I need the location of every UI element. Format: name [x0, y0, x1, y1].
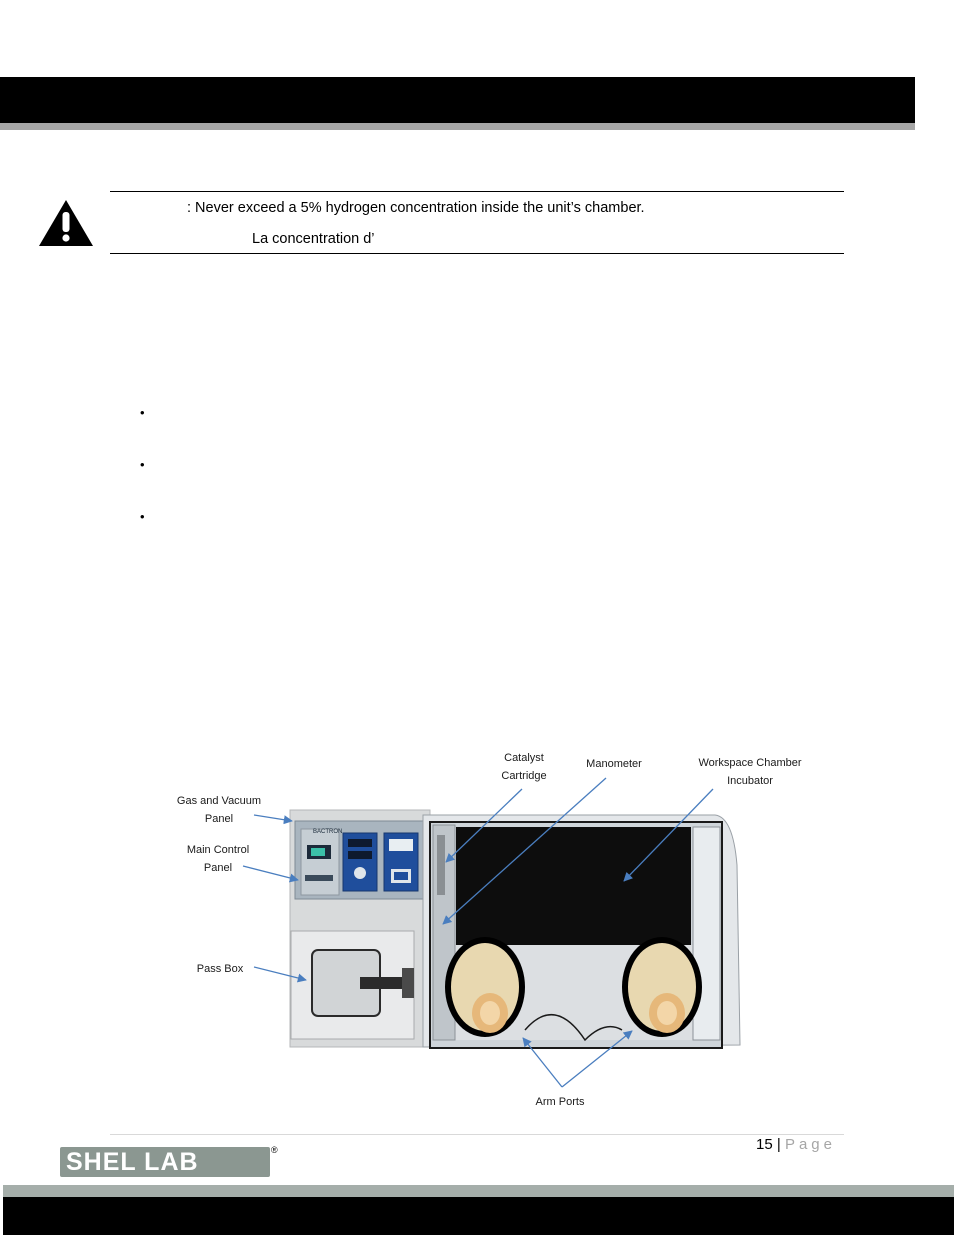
bullet-2: •	[140, 457, 145, 472]
label-manometer: Manometer	[586, 758, 642, 770]
arrow-arm-port-left	[523, 1038, 562, 1087]
footer-band-black	[3, 1197, 954, 1235]
arrow-pass-box	[254, 967, 306, 980]
arrow-catalyst	[446, 789, 522, 862]
arrow-arm-port-right	[562, 1031, 632, 1087]
page-word: Page	[784, 1136, 836, 1153]
registered-mark: ®	[271, 1145, 278, 1155]
warning-text-fr: La concentration d’	[252, 231, 375, 247]
label-main-line2: Panel	[203, 862, 233, 874]
page-number-value: 15	[756, 1136, 773, 1153]
bullet-3: •	[140, 509, 145, 524]
logo-text: SHEL LAB	[66, 1148, 199, 1176]
label-workspace-line2: Incubator	[727, 775, 773, 787]
arrow-workspace	[624, 789, 713, 881]
bullet-1: •	[140, 405, 145, 420]
page-separator: |	[776, 1136, 781, 1153]
arrow-main-control	[243, 866, 298, 880]
page-number	[756, 1136, 836, 1153]
label-main-line1: Main Control	[186, 844, 250, 856]
footer-band-gray	[3, 1185, 954, 1197]
label-gas-line2: Panel	[204, 813, 234, 825]
arrow-manometer	[443, 778, 606, 924]
arrow-gas-vacuum	[254, 815, 292, 821]
label-catalyst-line2: Cartridge	[501, 770, 547, 782]
label-gas-line1: Gas and Vacuum	[176, 795, 262, 807]
label-arm-ports: Arm Ports	[535, 1096, 585, 1108]
label-catalyst-line1: Catalyst	[504, 752, 544, 764]
brand-label: BACTRON	[313, 829, 343, 835]
warning-text-en: : Never exceed a 5% hydrogen concentration inside the unit’s chamber.	[187, 200, 645, 216]
label-pass-box: Pass Box	[196, 963, 244, 975]
footer-rule	[110, 1134, 844, 1135]
label-workspace-line1: Workspace Chamber	[698, 757, 802, 769]
